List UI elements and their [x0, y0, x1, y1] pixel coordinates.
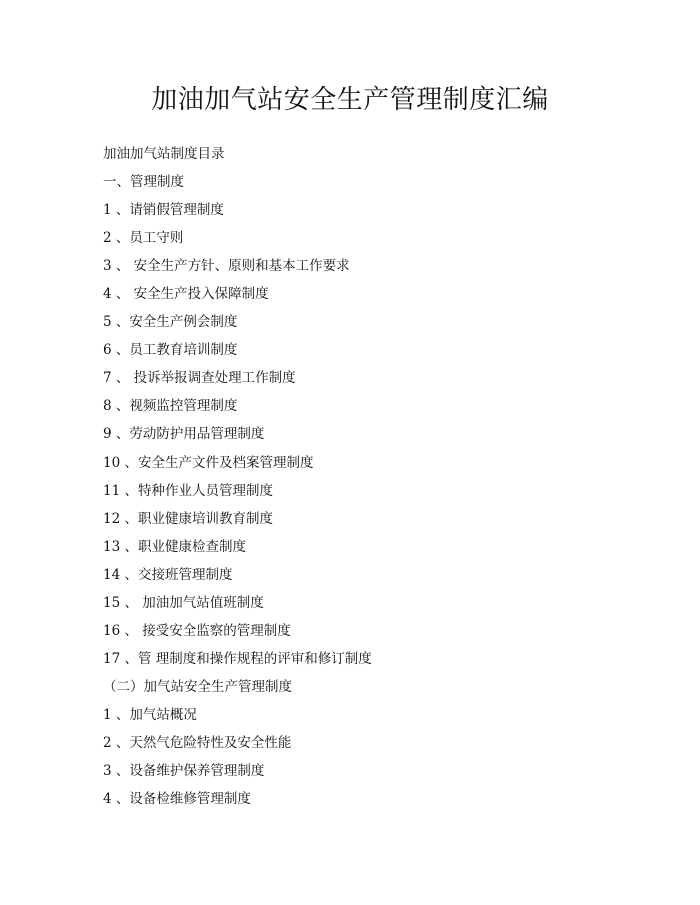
toc-item: 4 、设备检维修管理制度 — [103, 791, 251, 808]
document-title: 加油加气站安全生产管理制度汇编 — [151, 85, 549, 115]
toc-item: 13 、职业健康检查制度 — [103, 538, 246, 555]
toc-item: 4 、 安全生产投入保障制度 — [103, 286, 269, 303]
toc-item: 3 、 安全生产方针、原则和基本工作要求 — [103, 258, 350, 275]
toc-item: 1 、加气站概况 — [103, 706, 197, 723]
toc-heading: 加油加气站制度目录 — [103, 146, 225, 162]
toc-item: 12 、职业健康培训教育制度 — [103, 510, 273, 527]
toc-item: 1 、请销假管理制度 — [103, 202, 224, 219]
toc-item: 15 、 加油加气站值班制度 — [103, 594, 264, 611]
toc-item: 2 、员工守则 — [103, 230, 184, 247]
toc-section-heading: 一、管理制度 — [103, 174, 184, 191]
toc-item: 11 、特种作业人员管理制度 — [103, 482, 273, 499]
toc-item: 3 、设备维护保养管理制度 — [103, 763, 265, 780]
toc-section-heading: （二）加气站安全生产管理制度 — [103, 678, 292, 695]
toc-item: 16 、 接受安全监察的管理制度 — [103, 622, 291, 639]
table-of-contents — [103, 140, 663, 813]
toc-item: 14 、交接班管理制度 — [103, 566, 233, 583]
toc-item: 9 、劳动防护用品管理制度 — [103, 426, 265, 443]
toc-item: 10 、安全生产文件及档案管理制度 — [103, 454, 314, 471]
toc-item: 17 、管 理制度和操作规程的评审和修订制度 — [103, 650, 372, 667]
toc-item: 6 、员工教育培训制度 — [103, 342, 238, 359]
toc-item: 8 、视频监控管理制度 — [103, 398, 238, 415]
toc-item: 7 、 投诉举报调查处理工作制度 — [103, 370, 296, 387]
toc-item: 5 、安全生产例会制度 — [103, 314, 238, 331]
toc-item: 2 、天然气危险特性及安全性能 — [103, 734, 292, 751]
